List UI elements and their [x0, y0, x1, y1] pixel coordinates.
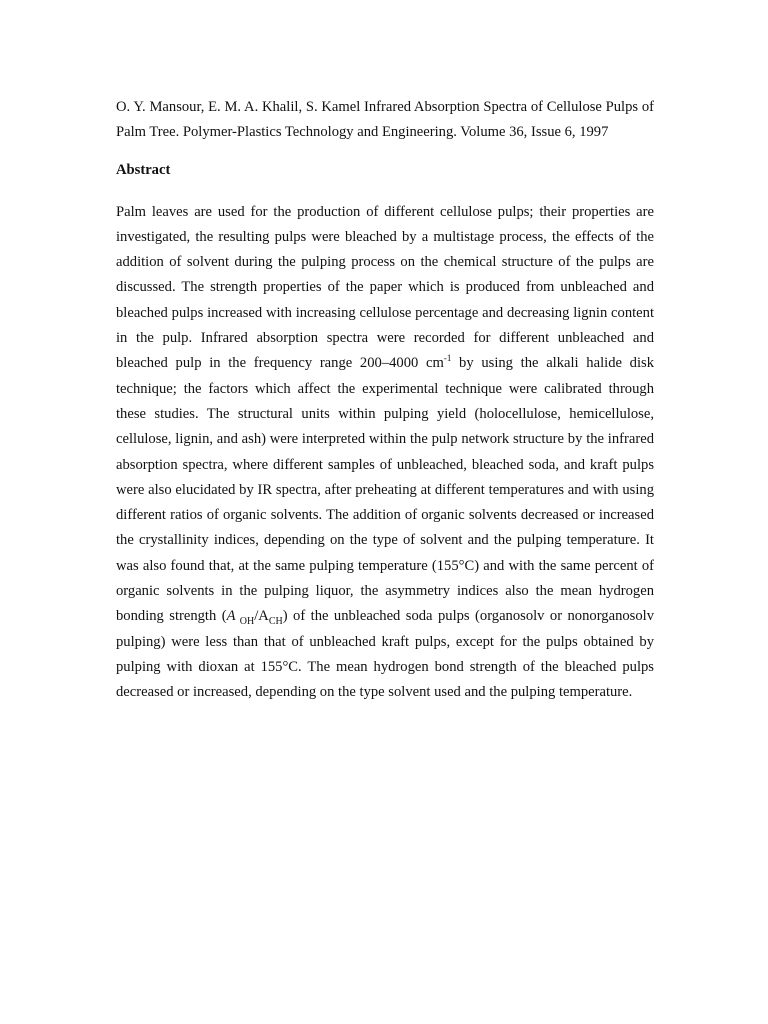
superscript-exponent: -1 [443, 353, 452, 364]
document-page [116, 95, 654, 706]
abstract-body [116, 200, 654, 706]
abstract-text-part3: ) of the unbleached soda pulps (organosolv or nonorganosolv pulping) were less than that of unbleached kraft pulps, except for the pulps obtained by pulping with dioxan at 155°C. The mean hydrogen bond strength of the bleached pulps decreased or increased, depending on the type solvent used and the pulping temperature. [116, 608, 654, 701]
subscript-oh: OH [235, 616, 255, 628]
citation: O. Y. Mansour, E. M. A. Khalil, S. Kamel Infrared Absorption Spectra of Cellulose Pulps of Palm Tree. Polymer-Plastics Technology and Engineering. Volume 36, Issue 6, 1997 [116, 99, 654, 141]
symbol-a: A [226, 608, 236, 625]
abstract-text-part1: Palm leaves are used for the production of different cellulose pulps; their properties are investigated, the resulting pulps were bleached by a multistage process, the effects of the addition of solvent during the pulping process on the chemical structure of the pulps are discussed. The strength properties of the paper which is produced from unbleached and bleached pulps increased with increasing cellulose percentage and decreasing lignin content in the pulp. Infrared absorption spectra were recorded for different unbleached and bleached pulp in the frequency range 200–4000 cm [116, 203, 654, 372]
symbol-slash-a: /A [254, 608, 269, 625]
abstract-heading: Abstract [116, 161, 171, 178]
abstract-text-part2: by using the alkali halide disk technique; the factors which affect the experimental technique were calibrated through these studies. The structural units within pulping yield (holocellulose, hemicellulose, cellulose, lignin, and ash) were interpreted within the pulp network structure by the infrared absorption spectra, where different samples of unbleached, bleached soda, and kraft pulps were also elucidated by IR spectra, after preheating at different temperatures and with using different ratios of organic solvents. The addition of organic solvents decreased or increased the crystallinity indices, depending on the type of solvent and the pulping temperature. It was also found that, at the same pulping temperature (155°C) and with the same percent of organic solvents in the pulping liquor, the asymmetry indices also the mean hydrogen bonding strength ( [116, 355, 654, 625]
subscript-ch: CH [268, 616, 283, 628]
